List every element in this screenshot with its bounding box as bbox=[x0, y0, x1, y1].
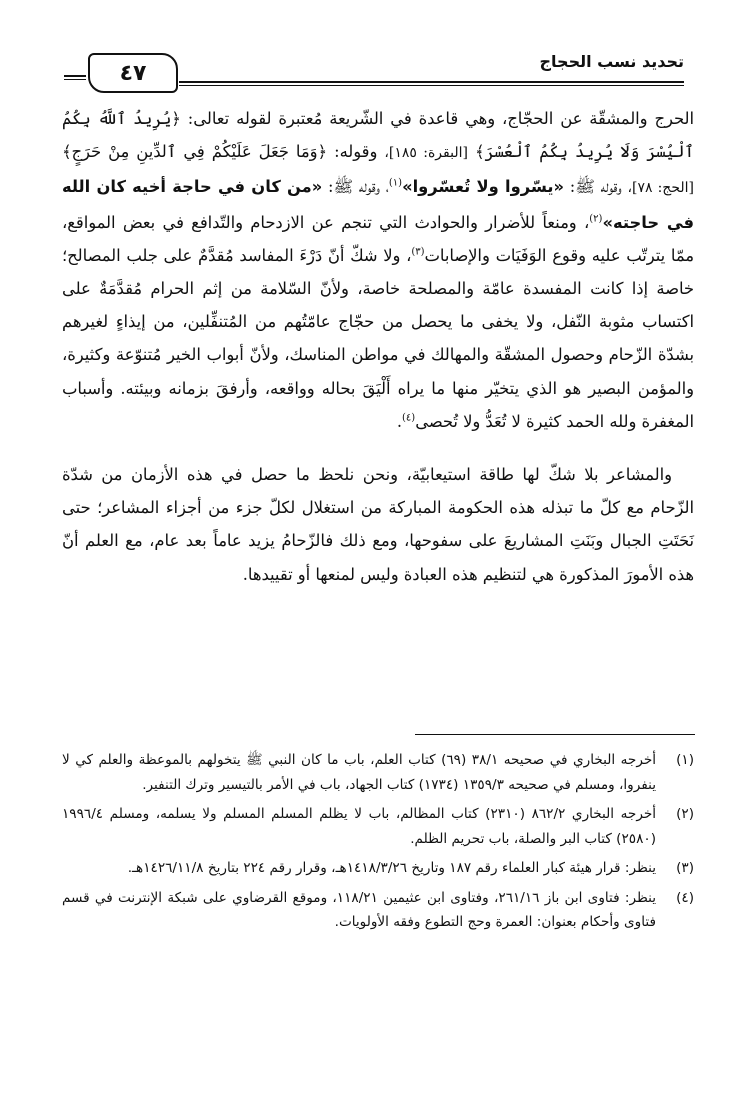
footnote-marker: (٣) bbox=[411, 246, 425, 258]
main-text bbox=[62, 102, 694, 591]
verse-reference: [البقرة: ١٨٥]، bbox=[384, 145, 468, 162]
footnote bbox=[62, 802, 694, 851]
text-run: . bbox=[396, 411, 402, 431]
footnote-text: ينظر: قرار هيئة كبار العلماء رقم ١٨٧ وتاريخ ١٤١٨/٣/٢٦هـ، وقرار رقم ٢٢٤ بتاريخ ١٤٢٦/١١/٨هـ. bbox=[127, 860, 656, 876]
footnote-number: (٢) bbox=[676, 806, 694, 822]
text-run: وقوله ﷺ: bbox=[569, 177, 622, 197]
footnotes bbox=[62, 748, 694, 940]
page-number: ٤٧ bbox=[88, 53, 178, 93]
header-rule-left bbox=[64, 75, 86, 80]
footnote bbox=[62, 856, 694, 881]
text-run: وقوله: bbox=[334, 142, 378, 162]
footnote bbox=[62, 748, 694, 797]
footnote-marker: (٤) bbox=[402, 412, 416, 424]
paragraph: والمشاعر بلا شكّ لها طاقة استيعابيّة، ونحن نلحظ ما حصل في هذه الأزمان من شدّة الزّحام مع كلّ ما تبذله هذه الحكومة المباركة من استغلال لكلّ جزء من أجزاء المشاعر؛ حتى نَحَتَتِ الجبال وبَنَتِ المشاريعَ على سفوحها، ومع ذلك فالزّحامُ يزيد عاماً بعد عام، مع العلم أنّ هذه الأمورَ المذكورة هي لتنظيم هذه العبادة وليس لمنعها أو تقييدها. bbox=[62, 465, 694, 584]
hadith-quote: «من كان في حاجة أخيه كان الله في حاجته» bbox=[62, 177, 695, 232]
text-run: الحرج والمشقّة عن الحجّاج، وهي قاعدة في الشّريعة مُعتبرة لقوله تعالى: bbox=[187, 109, 694, 128]
quran-verse: ﴿يُرِيدُ ٱللَّهُ بِكُمُ ٱلْيُسْرَ وَلَا يُرِيدُ بِكُمُ ٱلْعُسْرَ﴾ bbox=[62, 109, 695, 162]
verse-reference: [الحج: ٧٨]، bbox=[627, 180, 694, 197]
header-rule bbox=[179, 81, 684, 86]
running-title: تحديد نسب الحجاج bbox=[539, 52, 684, 71]
text-run: ، ولا شكّ أنّ دَرْءَ المفاسد مُقدَّمٌ على جلب المصالح؛ خاصة إذا كانت المفسدة عامّة والمصلحة خاصة، ولأنّ السّلامة من إثم الحرام مُقدَّمَةٌ على اكتساب مثوبة النّفل، ولا يخفى ما يحصل من حجّاج عامّتُهم من المُتنفِّلين، من إيذاءٍ لغيرهم بشدّة الزّحام وحصول المشقّة والمهالك في مواطن المناسك، ولأنّ أبواب الخير مُتنوّعة وكثيرة، والمؤمن البصير هو الذي يتخيّر منها ما يراه أَلْيَقَ بحاله وواقعه، وأرفقَ بزمانه وبيئته. وأسباب المغفرة ولله الحمد كثيرة لا تُعَدُّ ولا تُحصى bbox=[62, 245, 694, 431]
paragraph bbox=[62, 102, 694, 438]
footnote-text: أخرجه البخاري ٨٦٢/٢ (٢٣١٠) كتاب المظالم، باب لا يظلم المسلم المسلم ولا يسلمه، ومسلم ١٩٩٦/٤ (٢٥٨٠) كتاب البر والصلة، باب تحريم الظلم. bbox=[62, 806, 657, 847]
hadith-quote: «يسّروا ولا تُعسّروا» bbox=[402, 177, 565, 197]
text-run: ، ومنعاً للأضرار والحوادث التي تنجم عن الازدحام والتّدافع في بعض المواقع، ممّا يترتّب عليه وقوع الوَفَيَات والإصابات bbox=[62, 212, 694, 265]
quran-verse: ﴿وَمَا جَعَلَ عَلَيْكُمْ فِي ٱلدِّينِ مِنْ حَرَجٍ﴾ bbox=[62, 142, 328, 162]
footnote-marker: (١) bbox=[388, 177, 403, 189]
text-run: ، وقوله ﷺ: bbox=[328, 177, 389, 197]
footnote-text: ينظر: فتاوى ابن باز ٢٦١/١٦، وفتاوى ابن عثيمين ١١٨/٢١، وموقع القرضاوي على شبكة الإنترنت في قسم فتاوى وأحكام بعنوان: العمرة وحج التطوع وفقه الأولويات. bbox=[62, 889, 657, 930]
footnote-text: أخرجه البخاري في صحيحه ٣٨/١ (٦٩) كتاب العلم، باب ما كان النبي ﷺ يتخولهم بالموعظة والعلم كي لا ينفروا، ومسلم في صحيحه ١٣٥٩/٣ (١٧٣٤) كتاب الجهاد، باب في الأمر بالتيسير وترك التنفير. bbox=[62, 752, 657, 793]
footnote-number: (٣) bbox=[676, 860, 694, 876]
running-header bbox=[64, 40, 684, 90]
footnote-divider bbox=[415, 734, 695, 735]
footnote-number: (٤) bbox=[676, 889, 694, 906]
footnote bbox=[62, 886, 694, 935]
footnote-number: (١) bbox=[676, 752, 694, 768]
footnote-marker: (٢) bbox=[589, 213, 603, 225]
